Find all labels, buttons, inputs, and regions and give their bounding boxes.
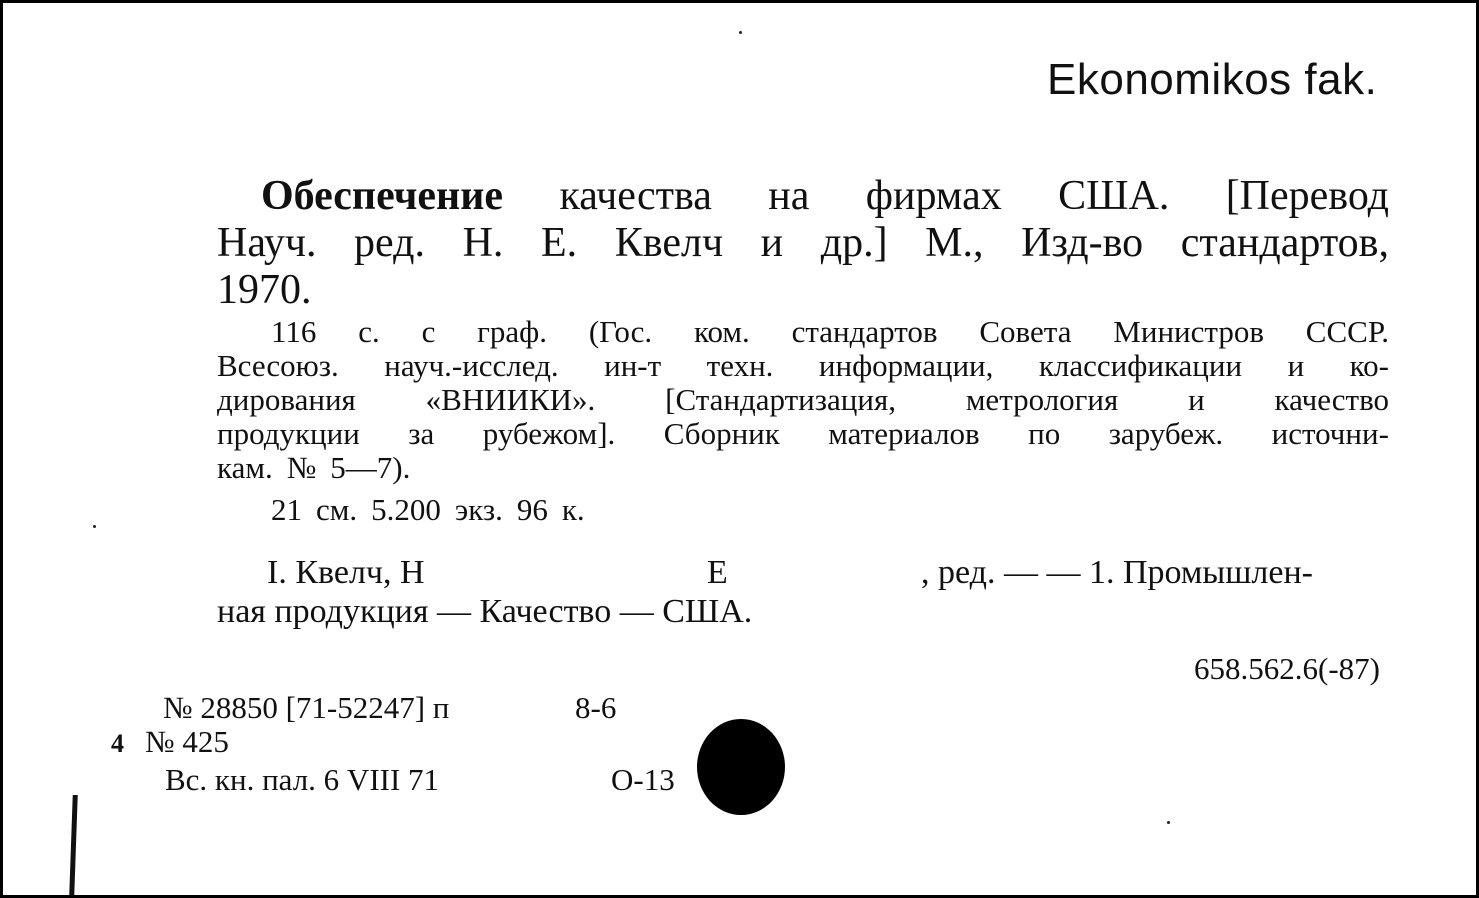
desc-word: с. [358,314,380,349]
desc-word: [Стандартизация, [665,382,896,417]
desc-word: источни- [1271,416,1389,451]
desc-word: информации, [818,348,994,383]
title-word: др.] [820,220,888,266]
title-word: стандартов, [1180,220,1389,266]
desc-word: 5.200 [371,492,441,527]
title-line-1 [261,173,1389,219]
desc-word: за [408,416,435,451]
desc-word: 96 [516,492,548,527]
count-prefix: 4 [111,729,124,758]
desc-word: дирования [217,382,356,417]
desc-word: качество [1274,382,1389,417]
description-line-1 [271,315,1389,349]
desc-word: Сборник [663,416,780,451]
desc-word: по [1028,416,1061,451]
title-word: Е. [541,220,578,266]
description-line-3 [217,383,1389,417]
desc-word: ко- [1349,348,1389,383]
desc-word: 116 [271,314,317,349]
desc-word: граф. [477,314,547,349]
desc-word: классификации [1038,348,1243,383]
desc-word: 5—7). [330,450,411,485]
desc-word: продукции [217,416,360,451]
desc-word: рубежом]. [482,416,616,451]
title-word: и [760,220,784,266]
desc-word: см. [316,492,358,527]
desc-word: и [1287,348,1305,383]
desc-word: № [286,450,317,485]
title-word: США. [1058,173,1170,219]
punch-hole [697,719,785,815]
copy-count: № 425 [145,724,229,759]
desc-word: СССР. [1305,314,1389,349]
speck [1167,821,1170,824]
desc-word: стандартов [791,314,938,349]
title-word: на [768,173,810,219]
faculty-stamp: Ekonomikos fak. [1047,55,1378,104]
title-line-3 [217,267,1389,313]
desc-word: науч.-исслед. [384,348,559,383]
publication-year: 1970. [217,267,312,313]
desc-word: экз. [454,492,503,527]
title-word: Науч. [217,220,317,266]
register-info: Вс. кн. пал. 6 VIII 71 [165,762,440,797]
desc-word: зарубеж. [1108,416,1224,451]
title-word: [Перевод [1225,173,1389,219]
title-word: ред. [354,220,426,266]
desc-word: ин-т [604,348,662,383]
order-code: 8-6 [575,690,617,725]
desc-word: к. [561,492,585,527]
title-word: качества [559,173,712,219]
register-code: О-13 [611,762,675,797]
heading-editor: I. Квелч, Н [267,554,425,591]
description-line-4 [217,417,1389,451]
desc-word: «ВНИИКИ». [425,382,596,417]
udc-code: 658.562.6(-87) [1194,651,1380,686]
title-word: Н. [462,220,504,266]
desc-word: с [421,314,436,349]
desc-word: Совета [979,314,1072,349]
description-line-5 [217,451,1389,485]
desc-word: Министров [1113,314,1264,349]
speck [739,31,742,34]
order-number: № 28850 [71-52247] п [163,690,450,725]
desc-word: (Гос. [588,314,653,349]
desc-word: техн. [706,348,774,383]
speck [93,525,96,528]
desc-word: Всесоюз. [217,348,339,383]
heading-subject-cont: ная продукция — Качество — США. [217,593,753,630]
physical-description [271,493,1389,527]
title-word: Квелч [614,220,724,266]
description-line-2 [217,349,1389,383]
desc-word: материалов [828,416,980,451]
desc-word: метрология [965,382,1119,417]
desc-word: ком. [693,314,750,349]
title-word: фирмах [865,173,1002,219]
margin-mark [69,795,77,895]
heading-subject: , ред. — — 1. Промышлен- [921,554,1313,591]
title-word: Обеспечение [261,173,504,219]
heading-editor-initial: Е [707,554,728,591]
title-line-2 [217,220,1389,266]
desc-word: и [1188,382,1205,417]
title-word: М., [925,220,984,266]
desc-word: 21 [271,492,302,527]
desc-word: кам. [217,450,273,485]
title-word: Изд-во [1021,220,1144,266]
